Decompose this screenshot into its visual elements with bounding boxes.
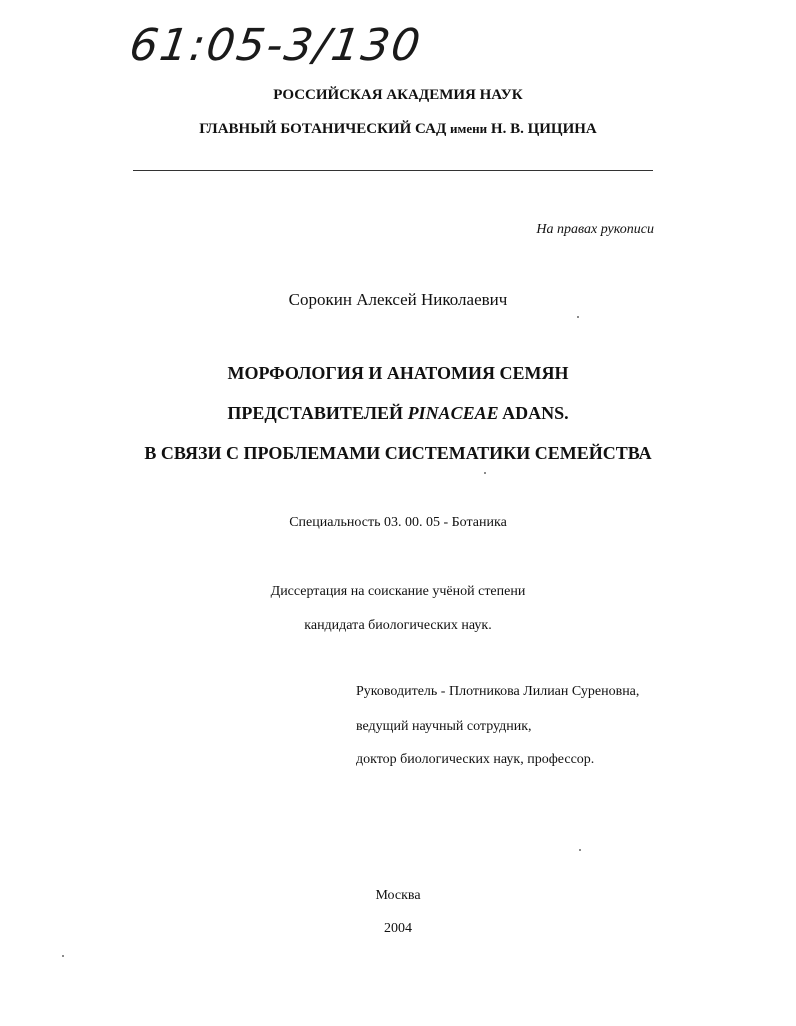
scan-speck — [579, 849, 581, 851]
year: 2004 — [384, 921, 412, 936]
garden-name-end: Н. В. ЦИЦИНА — [490, 121, 597, 137]
academy-name: РОССИЙСКАЯ АКАДЕМИЯ НАУК — [273, 87, 523, 103]
garden-name — [0, 121, 796, 138]
thesis-title-line-3: В СВЯЗИ С ПРОБЛЕМАМИ СИСТЕМАТИКИ СЕМЕЙСТВА — [144, 443, 652, 463]
thesis-title-line-1: МОРФОЛОГИЯ И АНАТОМИЯ СЕМЯН — [227, 363, 569, 383]
garden-name-main: ГЛАВНЫЙ БОТАНИЧЕСКИЙ САД — [199, 121, 447, 137]
supervisor-line-3: доктор биологических наук, профессор. — [356, 752, 595, 767]
scan-speck — [62, 955, 64, 957]
dissertation-line-1: Диссертация на соискание учёной степени — [270, 584, 526, 599]
garden-name-small: имени — [450, 121, 488, 136]
thesis-title-line-2 — [0, 403, 796, 424]
supervisor-line-2: ведущий научный сотрудник, — [356, 719, 532, 734]
thesis-title-taxon: PINACEAE — [407, 403, 499, 423]
scan-speck — [577, 316, 579, 318]
dissertation-line-2: кандидата биологических наук. — [304, 618, 492, 633]
supervisor-line-1: Руководитель - Плотникова Лилиан Суреновна, — [356, 684, 640, 699]
thesis-title-line-2-prefix: ПРЕДСТАВИТЕЛЕЙ — [227, 403, 404, 423]
specialty: Специальность 03. 00. 05 - Ботаника — [289, 515, 507, 530]
handwritten-archive-mark: 61:05-3/130 — [126, 20, 426, 71]
header-divider — [133, 170, 653, 171]
city: Москва — [375, 888, 421, 903]
author-name: Сорокин Алексей Николаевич — [288, 290, 508, 309]
scan-speck — [484, 472, 486, 474]
thesis-title-authority: ADANS. — [502, 403, 569, 423]
rights-note: На правах рукописи — [536, 222, 654, 237]
